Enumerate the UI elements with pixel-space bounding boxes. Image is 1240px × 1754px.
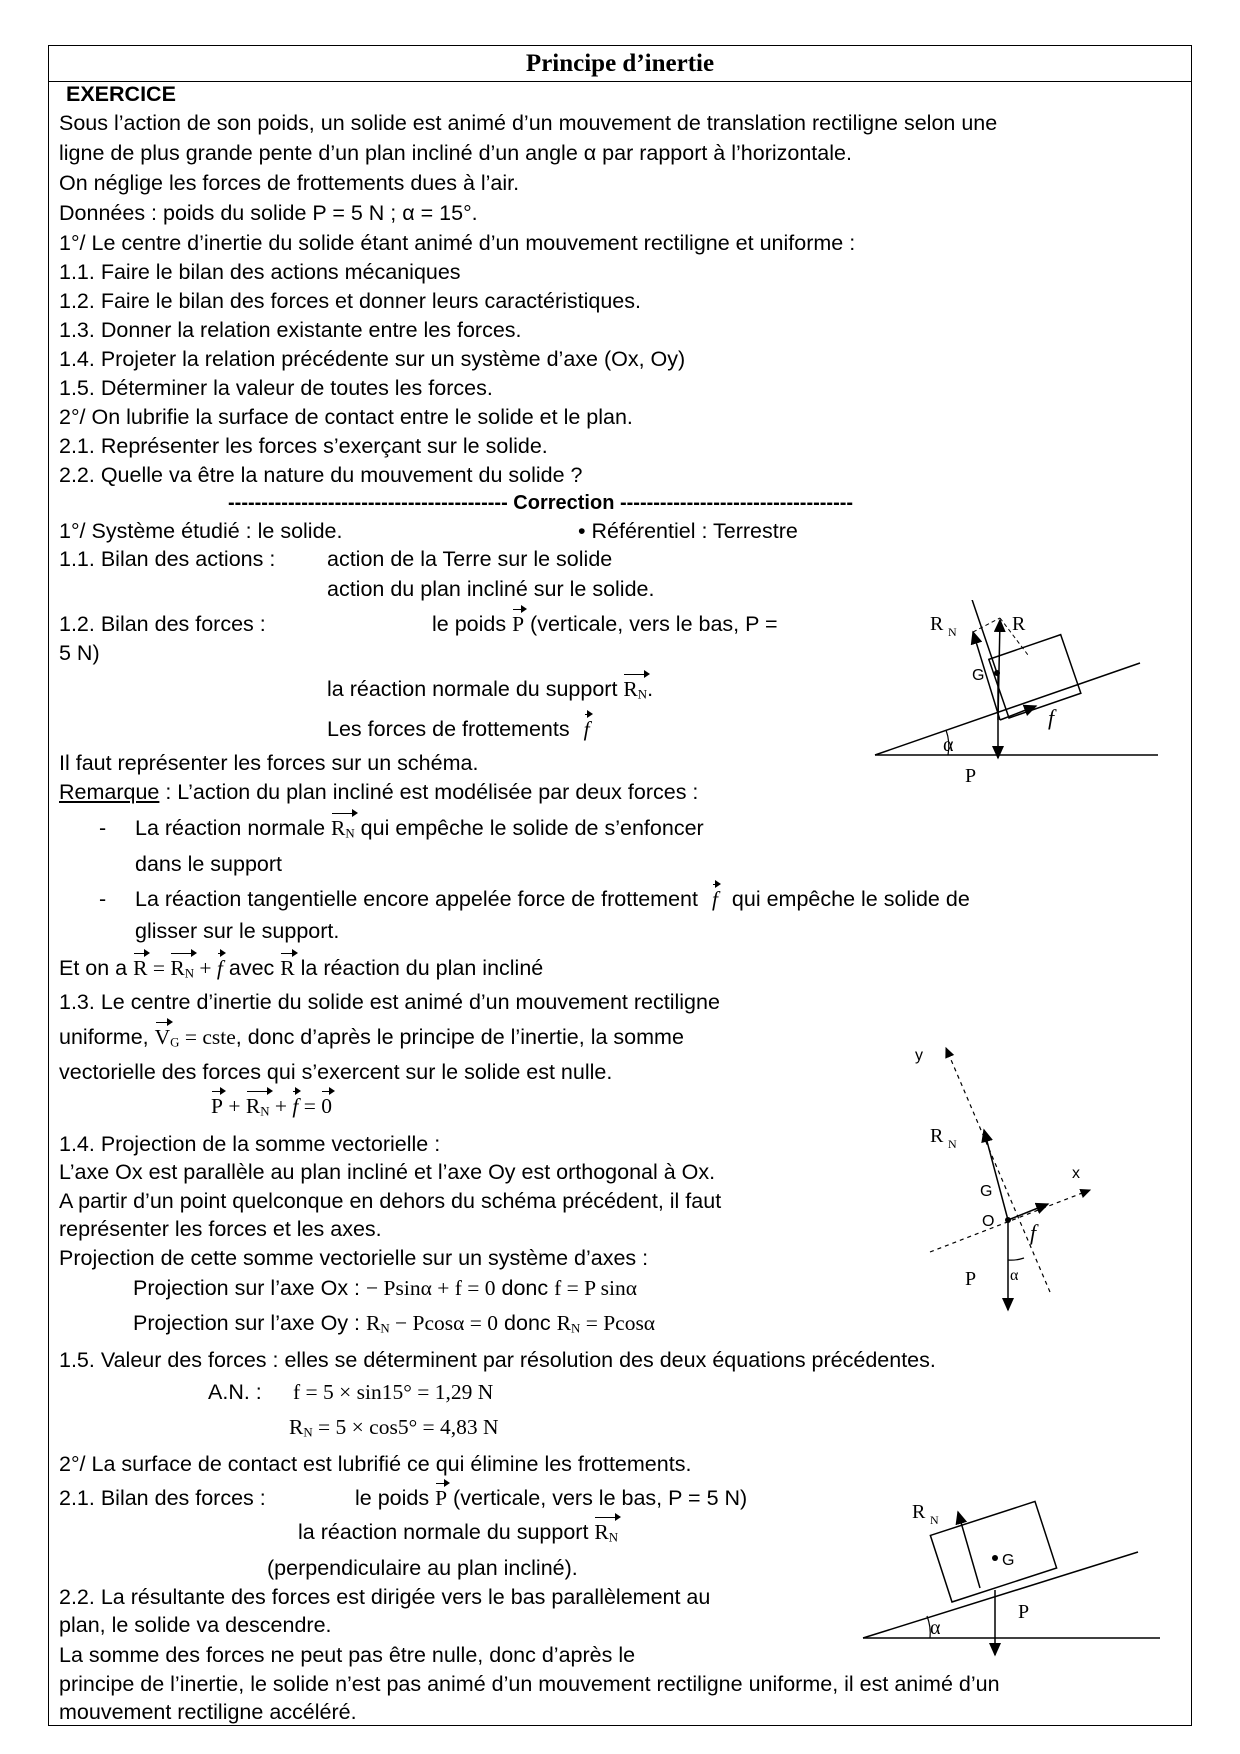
s21-weight: le poids P (verticale, vers le bas, P = 5 N) [355,1486,748,1510]
an-friction: f = 5 × sin15° = 1,29 N [293,1380,494,1404]
remark-bullet-normal: La réaction normale $R_N$ qui empêche le solide de s’enfoncer [135,815,704,847]
svg-text:y: y [915,1047,923,1064]
svg-text:α: α [930,1617,941,1639]
svg-text:N: N [948,625,957,639]
diagram-axes-projection [900,1030,1120,1330]
exercise-line: 1.5. Déterminer la valeur de toutes les forces. [59,376,493,400]
reaction-relation: Et on a $R = R_N + f$ avec R la réaction du plan incliné [59,955,543,987]
s22-line: plan, le solide va descendre. [59,1613,332,1637]
svg-text:P: P [1018,1601,1030,1623]
s15: 1.5. Valeur des forces : elles se déterminent par résolution des deux équations précédentes. [59,1348,936,1372]
force-friction: Les forces de frottements f [327,717,590,741]
diagram-inclined-plane-friction [870,600,1170,790]
svg-text:R: R [930,613,944,635]
svg-text:G: G [972,667,985,684]
bullet-dash: - [99,887,107,911]
force-weight: le poids P (verticale, vers le bas, P = [432,612,778,636]
an-label: A.N. : [208,1380,262,1404]
exercise-line: 2.2. Quelle va être la nature du mouvement du solide ? [59,463,583,487]
svg-text:P: P [965,1268,977,1290]
s22-line: La somme des forces ne peut pas être nulle, donc d’après le [59,1643,636,1667]
exercise-line: ligne de plus grande pente d’un plan incliné d’un angle α par rapport à l’horizontale. [59,141,852,165]
exercise-line: 1.4. Projeter la relation précédente sur un système d’axe (Ox, Oy) [59,347,686,371]
s14-title: 1.4. Projection de la somme vectorielle : [59,1132,441,1156]
exercise-line: 1.2. Faire le bilan des forces et donner leurs caractéristiques. [59,289,641,313]
exercise-line: 2°/ On lubrifie la surface de contact entre le solide et le plan. [59,405,633,429]
exercise-line: 1.3. Donner la relation existante entre les forces. [59,318,522,342]
s14-line: A partir d’un point quelconque en dehors du schéma précédent, il faut [59,1189,722,1213]
actions-label: 1.1. Bilan des actions : [59,547,276,571]
s22-line: mouvement rectiligne accéléré. [59,1700,357,1724]
svg-text:α: α [1010,1267,1019,1284]
exercise-heading: EXERCICE [66,82,176,106]
bullet-dash: - [99,816,107,840]
s22-line: 2.2. La résultante des forces est dirigée vers le bas parallèlement au [59,1585,711,1609]
svg-text:R: R [912,1501,926,1523]
s13-line: 1.3. Le centre d’inertie du solide est animé d’un mouvement rectiligne [59,990,720,1014]
system-studied: 1°/ Système étudié : le solide. [59,519,343,543]
svg-text:G: G [1002,1552,1015,1569]
force-weight-wrap: 5 N) [59,641,100,665]
s14-line: Projection de cette somme vectorielle sur un système d’axes : [59,1246,649,1270]
remark-bullet-normal-wrap: dans le support [135,852,283,876]
s21-normal: la réaction normale du support $R_N$ [298,1519,618,1551]
svg-text:G: G [980,1183,993,1200]
svg-text:f: f [1030,1220,1037,1245]
svg-text:α: α [943,734,954,756]
exercise-line: On néglige les forces de frottements dues à l’air. [59,171,520,195]
svg-text:N: N [930,1513,939,1527]
forces-label: 1.2. Bilan des forces : [59,612,266,636]
action-earth: action de la Terre sur le solide [327,547,613,571]
correction-separator: ------------------------------------------ Correction ----------------------------------- [228,492,854,514]
remark-bullet-friction: La réaction tangentielle encore appelée force de frottement f qui empêche le solide de [135,887,970,911]
represent-note: Il faut représenter les forces sur un schéma. [59,751,479,775]
page-title: Principe d’inertie [49,46,1191,82]
s21-perp: (perpendiculaire au plan incliné). [267,1556,578,1580]
s2: 2°/ La surface de contact est lubrifié ce qui élimine les frottements. [59,1452,692,1476]
force-normal: la réaction normale du support $R_N$. [327,676,653,708]
exercise-line: Données : poids du solide P = 5 N ; α = 15°. [59,201,478,225]
remark: Remarque : L’action du plan incliné est modélisée par deux forces : [59,780,699,804]
s13-line: uniforme, $V_G$ = cste, donc d’après le principe de l’inertie, la somme [59,1025,684,1050]
s14-line: L’axe Ox est parallèle au plan incliné et l’axe Oy est orthogonal à Ox. [59,1160,716,1184]
an-normal: $R_N = 5 \times \cos 5^\circ = 4,83$ N [289,1415,499,1440]
s22-line: principe de l’inertie, le solide n’est pas animé d’un mouvement rectiligne uniforme, il est animé d’un [59,1672,1000,1696]
exercise-line: 2.1. Représenter les forces s’exerçant sur le solide. [59,434,548,458]
projection-ox: Projection sur l’axe Ox : − Psinα + f = 0 donc f = P sinα [133,1276,638,1300]
svg-text:f: f [1048,705,1055,730]
svg-text:x: x [1072,1165,1080,1182]
exercise-line: 1°/ Le centre d’inertie du solide étant animé d’un mouvement rectiligne et uniforme : [59,231,856,255]
exercise-line: 1.1. Faire le bilan des actions mécaniques [59,260,461,284]
vector-sum-equation: $P + R_N + f = 0$ [211,1093,332,1125]
remark-bullet-friction-wrap: glisser sur le support. [135,919,340,943]
exercise-line: Sous l’action de son poids, un solide est animé d’un mouvement de translation rectiligne selon une [59,111,998,135]
diagram-lubricated-plane [860,1490,1170,1660]
svg-text:P: P [965,765,977,787]
referential: • Référentiel : Terrestre [578,519,798,543]
action-plane: action du plan incliné sur le solide. [327,577,655,601]
s14-line: représenter les forces et les axes. [59,1217,382,1241]
projection-oy: Projection sur l’axe Oy : $R_N - Pcos\alpha = 0$ donc $R_N = Pcos\alpha$ [133,1311,656,1336]
svg-text:R: R [930,1125,944,1147]
svg-text:R: R [1012,613,1026,635]
svg-text:N: N [948,1137,957,1151]
s13-line: vectorielle des forces qui s’exercent sur le solide est nulle. [59,1060,613,1084]
svg-text:O: O [982,1213,995,1230]
s21-label: 2.1. Bilan des forces : [59,1486,266,1510]
